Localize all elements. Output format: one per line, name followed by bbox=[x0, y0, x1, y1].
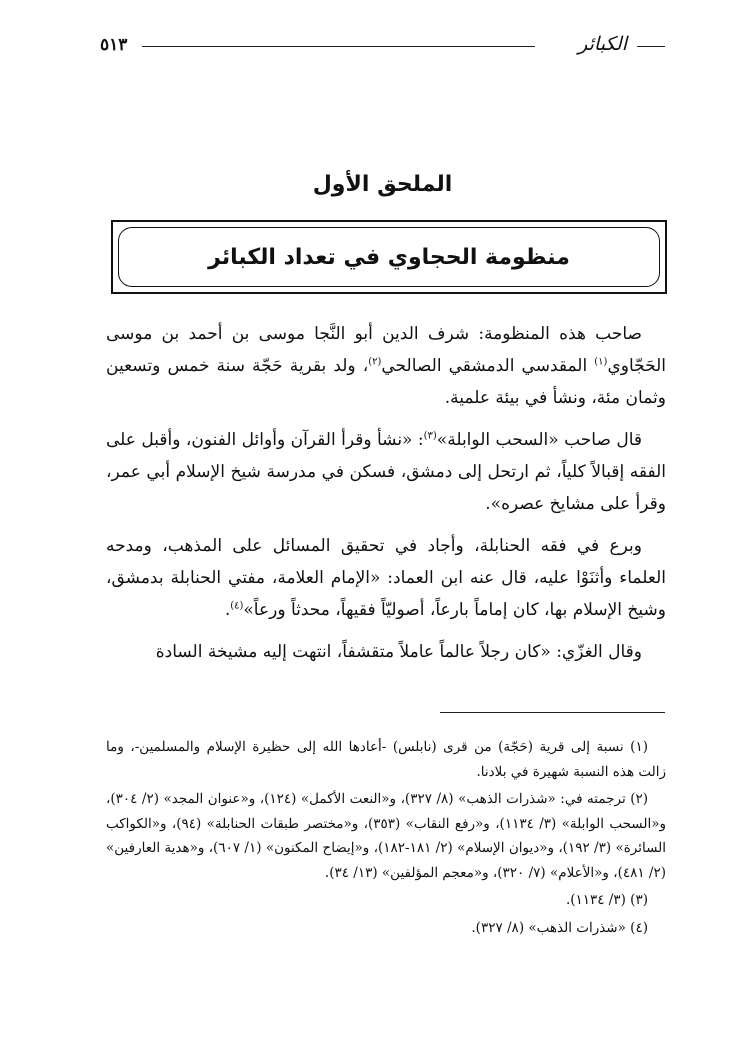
footnote-ref[interactable]: (٢) bbox=[368, 356, 382, 368]
footnote-2: (٢) ترجمته في: «شذرات الذهب» (٨/ ٣٢٧)، و«النعت الأكمل» (١٢٤)، و«عنوان المجد» (٢/ ٣٠٤)، و«السحب الوابلة» (٣/ ١١٣٤)، و«رفع النقاب» (٣٥٣)، و«مختصر طبقات الحنابلة» (٩٤)، و«الكواكب السائرة» (٣/ ١٩٢)، و«ديوان الإسلام» (٢/ ١٨١-١٨٢)، و«إيضاح المكنون» (١/ ٦٠٧)، و«هدية العارفين» (٢/ ٤٨١)، و«الأعلام» (٧/ ٣٢٠)، و«معجم المؤلفين» (١٣/ ٣٤). bbox=[106, 791, 667, 881]
paragraph-text: وقال الغزّي: «كان رجلاً عالماً عاملاً متقشفاً، انتهت إليه مشيخة السادة bbox=[155, 642, 642, 662]
paragraph bbox=[106, 530, 666, 626]
paragraph-text: قال صاحب «السحب الوابلة» bbox=[436, 430, 643, 450]
header-rule-short bbox=[637, 46, 665, 47]
paragraph bbox=[106, 318, 666, 414]
paragraph-text: . bbox=[224, 600, 231, 620]
footnote-4: (٤) «شذرات الذهب» (٨/ ٣٢٧). bbox=[471, 919, 648, 936]
running-header bbox=[100, 34, 665, 58]
appendix-title: الملحق الأول bbox=[312, 172, 453, 197]
paragraph bbox=[106, 636, 666, 668]
running-title: الكبائر bbox=[578, 33, 627, 55]
footnote-ref[interactable]: (١) bbox=[594, 356, 608, 368]
footnote-3: (٣) (٣/ ١١٣٤). bbox=[565, 892, 648, 908]
paragraph-text: وبرع في فقه الحنابلة، وأجاد في تحقيق المسائل على المذهب، ومدحه العلماء وأثنَوْا عليه، قال عنه ابن العماد: «الإمام العلامة، مفتي الحنابلة بدمشق، وشيخ الإسلام بها، كان إماماً بارعاً، أصوليّاً فقيهاً، محدثاً ورعاً» bbox=[106, 536, 666, 620]
footnotes bbox=[106, 735, 666, 943]
paragraph-text: : «نشأ وقرأ القرآن وأوائل الفنون، وأقبل على الفقه إقبالاً كلياً، ثم ارتحل إلى دمشق، فسكن في مدرسة شيخ الإسلام أبي عمر، وقرأ على مشايخ عصره». bbox=[106, 430, 666, 514]
paragraph-text: المقدسي الدمشقي الصالحي bbox=[381, 356, 595, 376]
poem-title: منظومة الحجاوي في تعداد الكبائر bbox=[208, 244, 570, 270]
header-rule bbox=[142, 46, 535, 47]
page-number: ٥١٣ bbox=[100, 35, 128, 55]
paragraph-text: ، ولد بقرية حَجّة سنة خمس وتسعين وثمان مئة، ونشأ في بيئة علمية. bbox=[106, 356, 666, 408]
body-text bbox=[106, 318, 666, 678]
footnote-ref[interactable]: (٤) bbox=[230, 600, 244, 612]
footnote-ref[interactable]: (٣) bbox=[423, 430, 437, 442]
title-frame bbox=[111, 220, 667, 294]
paragraph-text: صاحب هذه المنظومة: شرف الدين أبو النَّجا موسى بن أحمد بن موسى الحَجّاوي bbox=[106, 324, 666, 376]
paragraph bbox=[106, 424, 666, 520]
footnote-1: (١) نسبة إلى قرية (حَجّة) من قرى (نابلس) -أعادها الله إلى حظيرة الإسلام والمسلمين-، وما زالت هذه النسبة شهيرة في بلادنا. bbox=[106, 739, 666, 780]
footnote-separator bbox=[440, 712, 665, 713]
title-frame-inner bbox=[118, 227, 660, 287]
